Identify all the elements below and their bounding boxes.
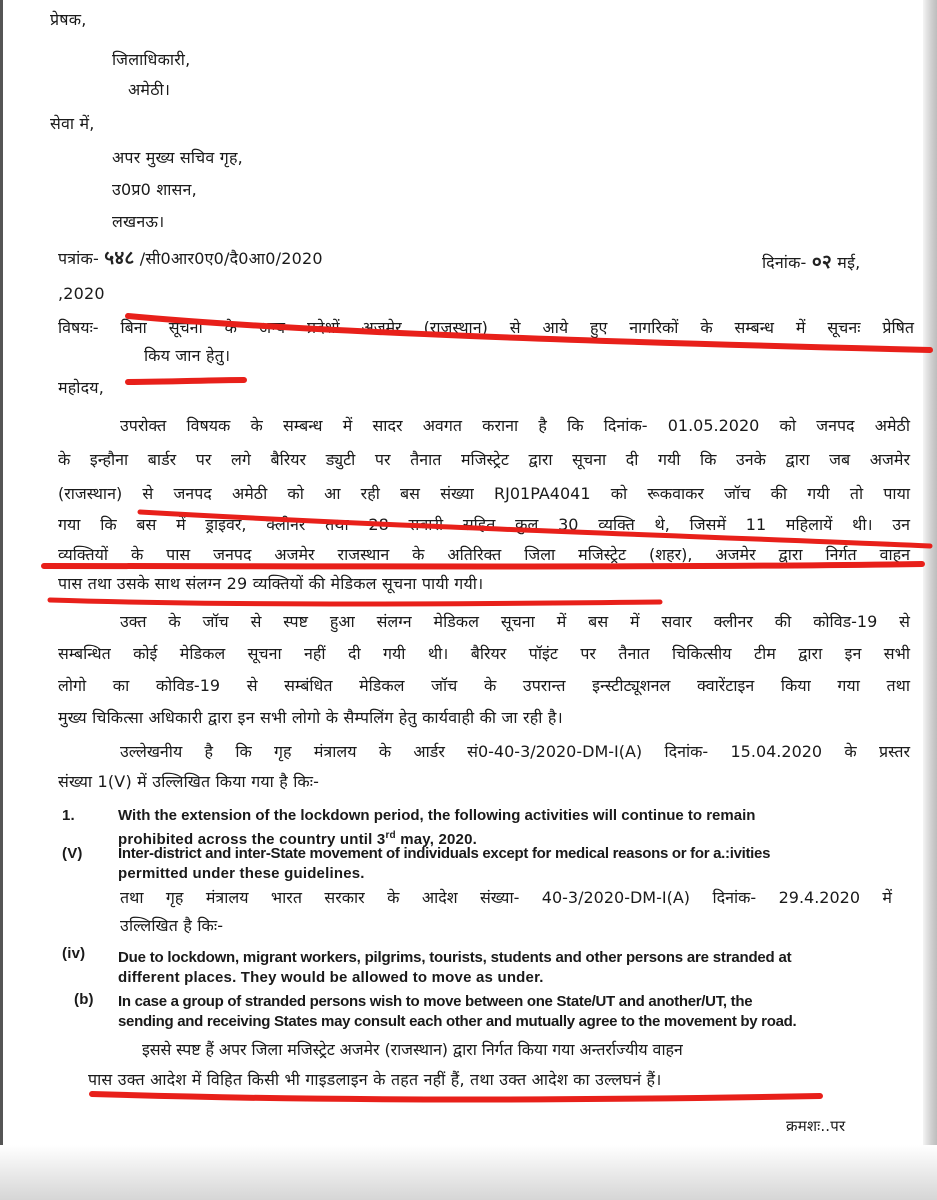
patrank-label: पत्रांक- [58,249,99,268]
mha-order-line-1: तथा गृह मंत्रालय भारत सरकार के आदेश संख्या- 40-3/2020-DM-I(A) दिनांक- 29.4.2020 में [120,888,892,907]
recipient-designation: अपर मुख्य सचिव गृह, [112,148,243,167]
clause-1-line-2-end: may, 2020. [395,831,477,848]
clause-1-line-1: With the extension of the lockdown period, the following activities will continue to remain [118,807,756,824]
sender-designation: जिलाधिकारी, [112,50,191,69]
marker-underline-conclusion [92,1094,820,1100]
body-p1-line-2: के इन्हौना बार्डर पर लगे बैरियर ड्युटी पर तैनात मजिस्ट्रेट द्वारा सूचना दी गयी कि उनके द्वारा जब अजमेर [58,450,910,469]
body-p2-line-4: मुख्य चिकित्सा अधिकारी द्वारा इन सभी लोगो के सैम्पलिंग हेतु कार्यवाही की जा रही है। [58,708,563,727]
salutation: महोदय, [58,378,105,397]
date-month: मई, [837,253,861,272]
body-p1-line-1: उपरोक्त विषयक के सम्बन्ध में सादर अवगत कराना है कि दिनांक- 01.05.2020 को जनपद अमेठी [120,416,910,435]
subject-line-2: किय जान हेतु। [144,346,231,365]
reference-number [58,248,323,269]
clause-b-line-2: sending and receiving States may consult each other and mutually agree to the movement by road. [118,1013,797,1030]
clause-v-number: (V) [62,845,83,862]
clause-b-number: (b) [74,991,94,1008]
sender-label: प्रेषक, [50,10,87,29]
date-handwritten: ०२ [811,251,832,273]
body-p1-line-6: पास तथा उसके साथ संलग्न 29 व्यक्तियों की मेडिकल सूचना पायी गयी। [58,574,484,593]
body-p3-line-1: उल्लेखनीय है कि गृह मंत्रालय के आर्डर सं0-40-3/2020-DM-I(A) दिनांक- 15.04.2020 के प्रस्तर [120,742,910,761]
sender-place: अमेठी। [128,80,171,99]
mha-order-line-2: उल्लिखित है किः- [120,916,224,935]
marker-underline-salutation [128,380,244,382]
patrank-handwritten: ५४८ [104,247,135,269]
patrank-suffix: /सी0आर0ए0/दै0आ0/2020 [139,249,323,268]
clause-1-number: 1. [62,807,75,824]
body-p1-line-4: गया कि बस में ड्राइवर, क्लीनर तथा 28 सवारी सहित कुल 30 व्यक्ति थे, जिसमें 11 महिलायें थी। उन [58,515,910,534]
recipient-place: लखनऊ। [112,212,165,231]
page-edge-right [923,0,937,1200]
clause-v-line-2: permitted under these guidelines. [118,865,365,882]
clause-iv-line-1: Due to lockdown, migrant workers, pilgrims, tourists, students and other persons are stranded at [118,949,792,966]
clause-1-line-2-text: prohibited across the country until 3 [118,831,386,848]
body-p1-line-5: व्यक्तियों के पास जनपद अजमेर राजस्थान के अतिरिक्त जिला मजिस्ट्रेट (शहर), अजमेर द्वारा निर्गत वाहन [58,545,910,564]
body-p2-line-3: लोगो का कोविड-19 से सम्बंधित मेडिकल जॉच के उपरान्त इन्स्टीट्यूशनल क्वारेंटाइन किया गया तथा [58,676,910,695]
body-p3-line-2: संख्या 1(V) में उल्लिखित किया गया है किः- [58,772,320,791]
clause-b-line-1: In case a group of stranded persons wish to move between one State/UT and another/UT, the [118,993,753,1010]
page-edge-left [0,0,3,1200]
clause-v-line-1: Inter-district and inter-State movement of individuals except for medical reasons or for a.:ivities [118,845,771,862]
marker-underline-medical [50,600,660,604]
recipient-label: सेवा में, [50,114,95,133]
conclusion-line-2: पास उक्त आदेश में विहित किसी भी गाइडलाइन के तहत नहीं हैं, तथा उक्त आदेश का उल्लघनं हैं। [88,1070,662,1089]
page-edge-bottom [0,1145,937,1200]
continued-marker: क्रमशः..पर [786,1117,846,1135]
clause-iv-line-2: different places. They would be allowed to move as under. [118,969,544,986]
body-p2-line-2: सम्बन्धित कोई मेडिकल सूचना नहीं दी गयी थी। बैरियर पॉइंट पर तैनात चिकित्सीय टीम द्वारा इन सभी [58,644,910,663]
body-p1-line-3: (राजस्थान) से जनपद अमेठी को आ रही बस संख्या RJ01PA4041 को रूकवाकर जॉच की गयी तो पाया [58,484,910,503]
conclusion-line-1: इससे स्पष्ट हैं अपर जिला मजिस्ट्रेट अजमेर (राजस्थान) द्वारा निर्गत किया गया अन्तर्राज्यीय वाहन [142,1040,683,1059]
clause-iv-number: (iv) [62,945,86,962]
body-p2-line-1: उक्त के जॉच से स्पष्ट हुआ संलग्न मेडिकल सूचना में बस में सवार क्लीनर की कोविड-19 से [120,612,910,631]
recipient-office: उ0प्र0 शासन, [112,180,197,199]
reference-year: ,2020 [58,284,105,303]
date-label: दिनांक- [762,253,807,272]
clause-1-superscript: rd [385,830,396,841]
reference-date [762,252,860,273]
subject-line-1: विषयः- बिना सूचना के अन्य प्रदेशों अजमेर (राजस्थान) से आये हुए नागरिकों के सम्बन्ध में सूचनः प्रेषित [58,318,914,337]
